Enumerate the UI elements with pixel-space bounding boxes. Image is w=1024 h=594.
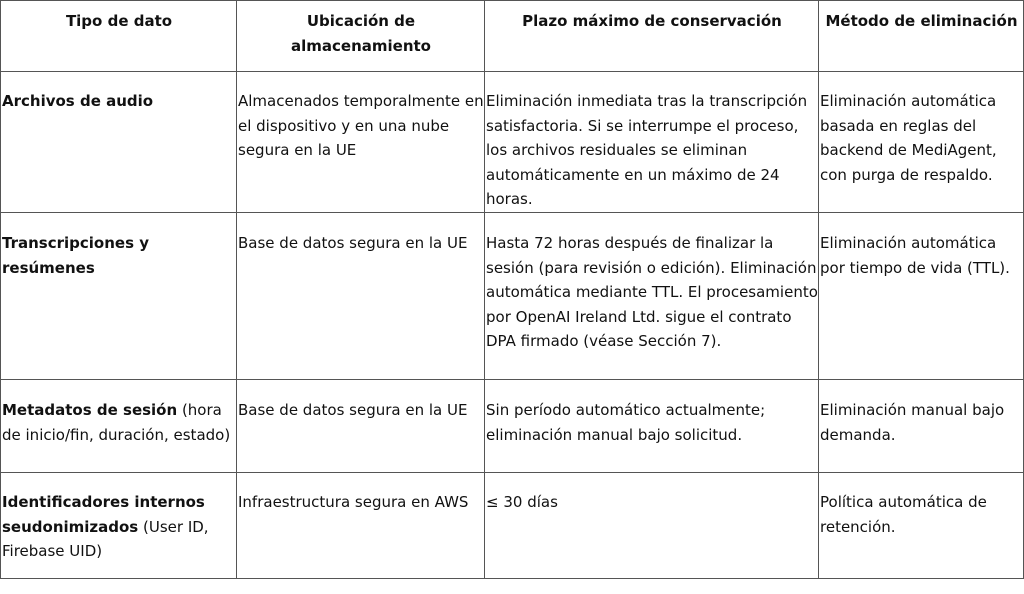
cell-method: Eliminación manual bajo demanda. bbox=[819, 380, 1024, 473]
cell-location: Almacenados temporalmente en el dispositivo y en una nube segura en la UE bbox=[237, 72, 485, 213]
header-retention-period: Plazo máximo de conservación bbox=[485, 1, 819, 72]
table-row bbox=[1, 72, 1024, 213]
data-type-detail: (hora de inicio/fin, duración, estado) bbox=[2, 401, 231, 444]
cell-data-type bbox=[1, 213, 237, 380]
data-type-name: Identificadores internos seudonimizados bbox=[2, 493, 205, 536]
cell-data-type bbox=[1, 380, 237, 473]
table-row bbox=[1, 380, 1024, 473]
cell-retention: Sin período automático actualmente; eliminación manual bajo solicitud. bbox=[485, 380, 819, 473]
cell-location: Base de datos segura en la UE bbox=[237, 213, 485, 380]
cell-method: Eliminación automática por tiempo de vida (TTL). bbox=[819, 213, 1024, 380]
data-type-detail: (User ID, Firebase UID) bbox=[2, 517, 209, 560]
data-type-name: Transcripciones y resúmenes bbox=[2, 234, 149, 277]
table-row bbox=[1, 213, 1024, 380]
cell-method: Política automática de retención. bbox=[819, 473, 1024, 579]
cell-retention: ≤ 30 días bbox=[485, 473, 819, 579]
header-storage-location: Ubicación de almacenamiento bbox=[237, 1, 485, 72]
cell-retention: Hasta 72 horas después de finalizar la sesión (para revisión o edición). Eliminación automática mediante TTL. El procesamiento por OpenAI Ireland Ltd. sigue el contrato DPA firmado (véase Sección 7). bbox=[485, 213, 819, 380]
table-header-row bbox=[1, 1, 1024, 72]
cell-location: Base de datos segura en la UE bbox=[237, 380, 485, 473]
table-row bbox=[1, 473, 1024, 579]
cell-location: Infraestructura segura en AWS bbox=[237, 473, 485, 579]
data-type-name: Archivos de audio bbox=[2, 92, 154, 110]
cell-data-type bbox=[1, 473, 237, 579]
cell-data-type bbox=[1, 72, 237, 213]
header-deletion-method: Método de eliminación bbox=[819, 1, 1024, 72]
header-data-type: Tipo de dato bbox=[1, 1, 237, 72]
cell-retention: Eliminación inmediata tras la transcripción satisfactoria. Si se interrumpe el proceso, los archivos residuales se eliminan automáticamente en un máximo de 24 horas. bbox=[485, 72, 819, 213]
data-type-name: Metadatos de sesión bbox=[2, 401, 178, 419]
cell-method: Eliminación automática basada en reglas del backend de MediAgent, con purga de respaldo. bbox=[819, 72, 1024, 213]
